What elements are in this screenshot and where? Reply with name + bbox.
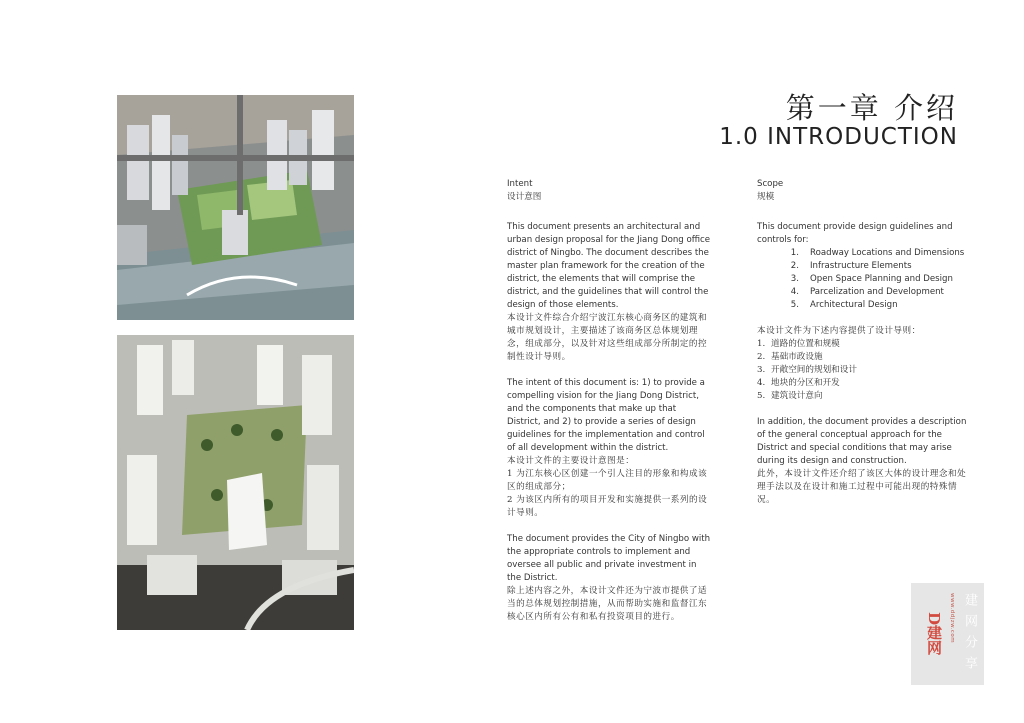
list-item: 3. Open Space Planning and Design [790, 274, 953, 284]
intent-paragraph-3-cn: 除上述内容之外，本设计文件还为宁波市提供了适当的总体规划控制措施，从而帮助实施和监督江东核心区内所有公有和私有投资项目的进行。 [507, 586, 708, 622]
watermark-side-text: 建网分享 [962, 593, 977, 677]
architectural-model-image [117, 335, 354, 630]
watermark-logo: D建网 [925, 612, 943, 656]
intent-paragraph-3-en: The document provides the City of Ningbo with the appropriate controls to implement and oversee all public and private investment in the District. [507, 534, 711, 583]
list-item: 5. Architectural Design [790, 300, 898, 310]
aerial-rendering-image [117, 95, 354, 320]
scope-heading-en: Scope [757, 179, 784, 189]
intent-paragraph-1-cn: 本设计文件综合介绍宁波江东核心商务区的建筑和城市规划设计，主要描述了该商务区总体规划理念，组成部分，以及针对这些组成部分所制定的控制性设计导则。 [507, 313, 708, 362]
list-item: 1. Roadway Locations and Dimensions [790, 248, 965, 258]
list-item: 4. Parcelization and Development [790, 287, 944, 297]
scope-column [757, 178, 967, 520]
intent-paragraph-1-en: This document presents an architectural and urban design proposal for the Jiang Dong office district of Ningbo. The document describes the master plan framework for the creation of the district, the elements that will comprise the district, and the guidelines that will control the design of those elements. [507, 222, 711, 310]
intent-paragraph-2-cn-item-2: 2 为该区内所有的项目开发和实施提供一系列的设计导则。 [507, 495, 708, 518]
list-item: 2. Infrastructure Elements [790, 261, 912, 271]
scope-intro-cn: 本设计文件为下述内容提供了设计导则： [757, 326, 921, 336]
intent-paragraph-2-cn-item-1: 1 为江东核心区创建一个引人注目的形象和构成该区的组成部分； [507, 469, 708, 492]
scope-heading-cn: 规模 [757, 192, 775, 202]
intent-paragraph-2-cn-lead: 本设计文件的主要设计意图是： [507, 456, 635, 466]
intent-heading-cn: 设计意图 [507, 192, 542, 202]
watermark-stamp [911, 583, 984, 685]
scope-paragraph-2-en: In addition, the document provides a description of the general conceptual approach for the District and special conditions that may arise during its design and construction. [757, 417, 967, 466]
list-item: 4. 地块的分区和开发 [757, 378, 840, 388]
list-item: 3. 开敞空间的规划和设计 [757, 365, 857, 375]
list-item: 1. 道路的位置和规模 [757, 339, 840, 349]
intent-paragraph-2-en: The intent of this document is: 1) to provide a compelling vision for the Jiang Dong District, and the components that make up that District, and 2) to provide a series of design guidelines for the implementation and control of all development within the district. [507, 378, 705, 453]
list-item: 2. 基础市政设施 [757, 352, 823, 362]
intent-heading-en: Intent [507, 179, 533, 189]
intent-column [507, 178, 712, 637]
chapter-title-en: 1.0 INTRODUCTION [719, 124, 958, 150]
scope-intro-en: This document provide design guidelines and controls for: [757, 222, 953, 245]
list-item: 5. 建筑设计意向 [757, 391, 823, 401]
watermark-url: www.ddjzw.com [949, 593, 955, 644]
chapter-title-cn: 第一章 介绍 [785, 91, 958, 125]
scope-list-en [757, 247, 967, 312]
scope-list-cn [757, 338, 967, 403]
scope-paragraph-2-cn: 此外，本设计文件还介绍了该区大体的设计理念和处理手法以及在设计和施工过程中可能出现的特殊情况。 [757, 469, 967, 505]
